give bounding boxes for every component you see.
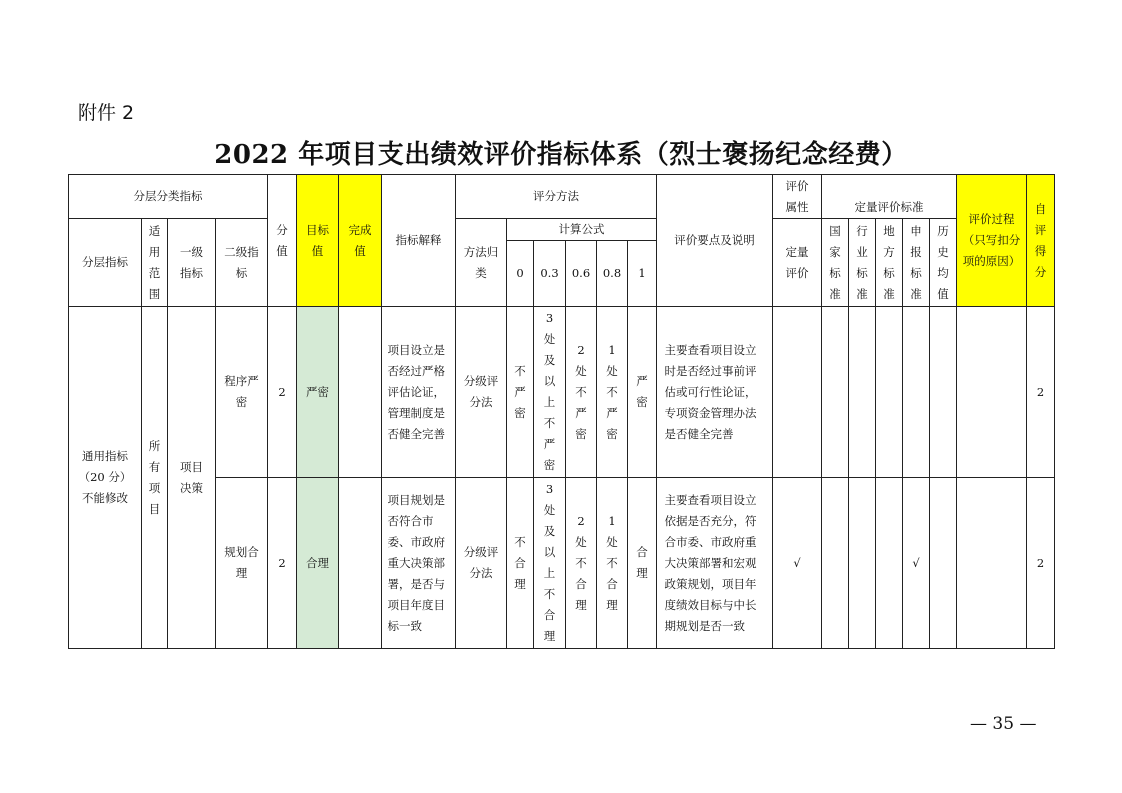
formula-06-cell: 2处不合理 [566,478,597,649]
scoring-method-header: 评分方法 [456,175,657,219]
formula-1-cell: 合理 [628,478,657,649]
page-title: 2022 年项目支出绩效评价指标体系（烈士褒扬纪念经费） [214,140,908,170]
std-history-cell [930,478,957,649]
std-industry-cell [849,478,876,649]
formula-0-cell: 不合理 [507,478,534,649]
header-row-2 [69,219,1055,241]
score-cell: 2 [268,478,297,649]
std-national-cell [822,478,849,649]
self-score-cell: 2 [1027,478,1055,649]
formula-08-cell: 1处不合理 [597,478,628,649]
explanation-cell: 项目规划是否符合市委、市政府重大决策部署，是否与项目年度目标一致 [382,478,456,649]
level1-header: 一级指标 [168,219,216,307]
explanation-cell: 项目设立是否经过严格评估论证，管理制度是否健全完善 [382,307,456,478]
target-header: 目标值 [297,175,339,307]
header-row-1 [69,175,1055,219]
std-declared-cell: √ [903,478,930,649]
std-local-cell [876,307,903,478]
std-history-header: 历史均值 [930,219,957,307]
std-declared-header: 申报标准 [903,219,930,307]
level2-header: 二级指标 [216,219,268,307]
formula-col-0: 0 [507,241,534,307]
layer-indicator-cell: 通用指标（20 分）不能修改 [69,307,142,649]
formula-03-cell: 3处及以上不合理 [534,478,566,649]
score-header: 分值 [268,175,297,307]
scope-cell: 所有项目 [142,307,168,649]
formula-col-06: 0.6 [566,241,597,307]
std-declared-cell [903,307,930,478]
std-history-cell [930,307,957,478]
method-cell: 分级评分法 [456,307,507,478]
std-local-cell [876,478,903,649]
self-score-header: 自评得分 [1027,175,1055,307]
std-national-cell [822,307,849,478]
attachment-label: 附件 2 [78,102,135,124]
level2-cell: 规划合理 [216,478,268,649]
std-industry-cell [849,307,876,478]
process-cell [957,307,1027,478]
key-points-cell: 主要查看项目设立时是否经过事前评估或可行性论证，专项资金管理办法是否健全完善 [657,307,773,478]
layer-indicator-header: 分层指标 [69,219,142,307]
process-header: 评价过程（只写扣分项的原因） [957,175,1027,307]
completion-header: 完成值 [339,175,382,307]
formula-col-1: 1 [628,241,657,307]
method-category-header: 方法归类 [456,219,507,307]
formula-08-cell: 1处不严密 [597,307,628,478]
level1-cell: 项目决策 [168,307,216,649]
std-industry-header: 行业标准 [849,219,876,307]
score-cell: 2 [268,307,297,478]
formula-col-08: 0.8 [597,241,628,307]
eval-attr-header: 评价属性 [773,175,822,219]
formula-col-03: 0.3 [534,241,566,307]
std-local-header: 地方标准 [876,219,903,307]
std-national-header: 国家标准 [822,219,849,307]
page-number: — 35 — [970,714,1037,734]
layered-indicators-header: 分层分类指标 [69,175,268,219]
level2-cell: 程序严密 [216,307,268,478]
table-row [69,307,1055,478]
completion-cell [339,478,382,649]
process-cell [957,478,1027,649]
target-cell: 严密 [297,307,339,478]
table-row [69,478,1055,649]
quantitative-std-header: 定量评价标准 [822,175,957,219]
formula-header: 计算公式 [507,219,657,241]
self-score-cell: 2 [1027,307,1055,478]
formula-06-cell: 2处不严密 [566,307,597,478]
formula-0-cell: 不严密 [507,307,534,478]
formula-03-cell: 3处及以上不严密 [534,307,566,478]
key-points-header: 评价要点及说明 [657,175,773,307]
indicator-table [68,174,1055,649]
formula-1-cell: 严密 [628,307,657,478]
key-points-cell: 主要查看项目设立依据是否充分，符合市委、市政府重大决策部署和宏观政策规划，项目年度绩效目标与中长期规划是否一致 [657,478,773,649]
explanation-header: 指标解释 [382,175,456,307]
completion-cell [339,307,382,478]
scope-header: 适用范围 [142,219,168,307]
quantitative-cell: √ [773,478,822,649]
quantitative-eval-header: 定量评价 [773,219,822,307]
method-cell: 分级评分法 [456,478,507,649]
target-cell: 合理 [297,478,339,649]
quantitative-cell [773,307,822,478]
